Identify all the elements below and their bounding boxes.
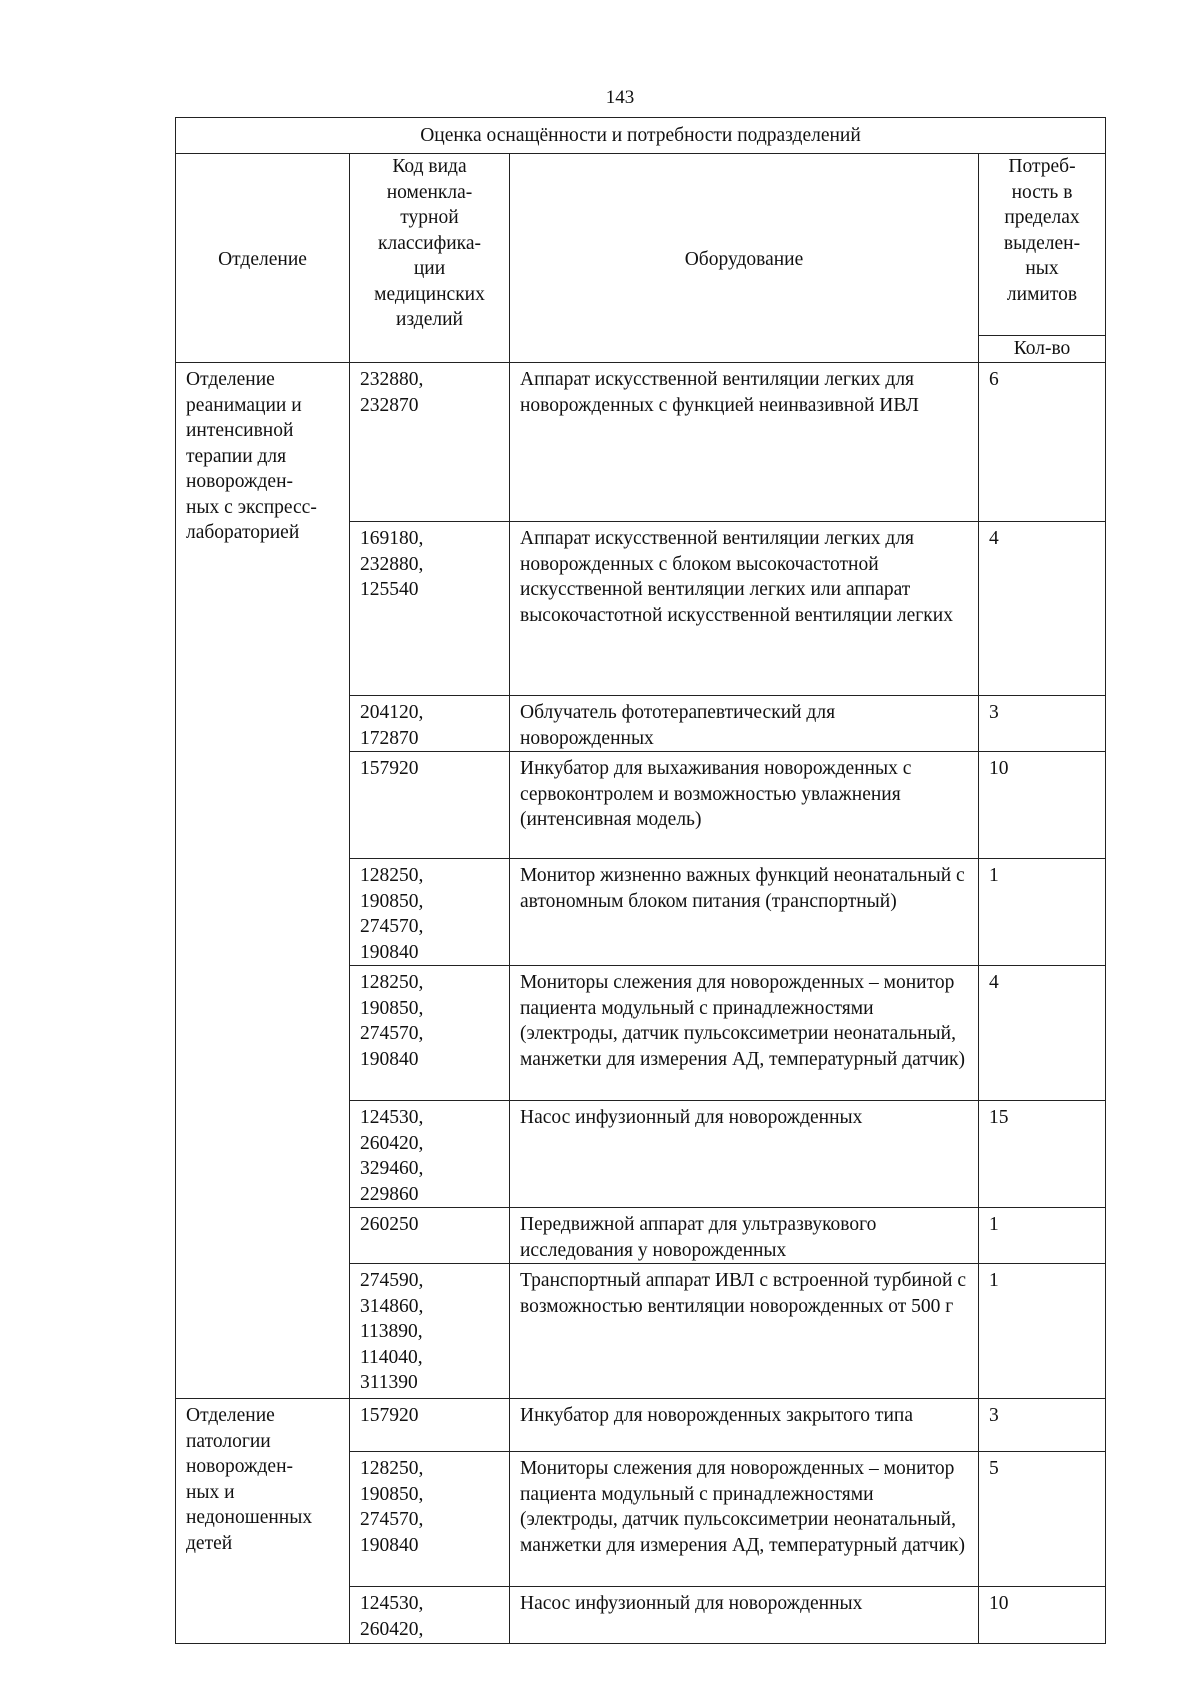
- table-row: [176, 363, 1106, 522]
- equipment-cell: Мониторы слежения для новорожденных – монитор пациента модульный с принадлежностями (электроды, датчик пульсоксиметрии неонатальный, манжетки для измерения АД, температурный датчик): [510, 966, 979, 1101]
- quantity-cell: 3: [979, 1399, 1106, 1452]
- equipment-cell: Монитор жизненно важных функций неонатальный с автономным блоком питания (транспортный): [510, 859, 979, 966]
- header-code: [350, 154, 510, 363]
- quantity-cell: 4: [979, 522, 1106, 696]
- equipment-cell: Насос инфузионный для новорожденных: [510, 1101, 979, 1208]
- department-cell: Отделение реанимации и интенсивной терапии для новорожден- ных с экспресс- лабораторией: [176, 363, 350, 1399]
- code-cell: 169180, 232880, 125540: [350, 522, 510, 696]
- equipment-cell: Транспортный аппарат ИВЛ с встроенной турбиной с возможностью вентиляции новорожденных от 500 г: [510, 1264, 979, 1399]
- header-code-text: Код вида номенкла- турной классифика- ции медицинских изделий: [374, 156, 485, 330]
- code-cell: 260250: [350, 1208, 510, 1264]
- table-caption-row: [176, 118, 1106, 154]
- header-equipment: Оборудование: [510, 154, 979, 363]
- header-row: [176, 154, 1106, 336]
- quantity-cell: 3: [979, 696, 1106, 752]
- code-cell: 157920: [350, 1399, 510, 1452]
- page-number: 143: [605, 87, 635, 108]
- quantity-cell: 1: [979, 1208, 1106, 1264]
- code-cell: 124530, 260420,: [350, 1587, 510, 1644]
- code-cell: 128250, 190850, 274570, 190840: [350, 859, 510, 966]
- table-caption: Оценка оснащённости и потребности подразделений: [176, 118, 1106, 154]
- quantity-cell: 10: [979, 1587, 1106, 1644]
- quantity-cell: 1: [979, 859, 1106, 966]
- equipment-cell: Инкубатор для выхаживания новорожденных с сервоконтролем и возможностью увлажнения (интенсивная модель): [510, 752, 979, 859]
- header-department: Отделение: [176, 154, 350, 363]
- equipment-table: [175, 117, 1106, 1644]
- quantity-cell: 6: [979, 363, 1106, 522]
- code-cell: 124530, 260420, 329460, 229860: [350, 1101, 510, 1208]
- equipment-cell: Облучатель фототерапевтический для новорожденных: [510, 696, 979, 752]
- quantity-cell: 1: [979, 1264, 1106, 1399]
- code-cell: 232880, 232870: [350, 363, 510, 522]
- code-cell: 274590, 314860, 113890, 114040, 311390: [350, 1264, 510, 1399]
- header-need: [979, 154, 1106, 336]
- code-cell: 128250, 190850, 274570, 190840: [350, 966, 510, 1101]
- equipment-cell: Аппарат искусственной вентиляции легких для новорожденных с функцией неинвазивной ИВЛ: [510, 363, 979, 522]
- equipment-cell: Передвижной аппарат для ультразвукового исследования у новорожденных: [510, 1208, 979, 1264]
- equipment-cell: Насос инфузионный для новорожденных: [510, 1587, 979, 1644]
- code-cell: 157920: [350, 752, 510, 859]
- equipment-cell: Аппарат искусственной вентиляции легких для новорожденных с блоком высокочастотной искусственной вентиляции легких или аппарат высокочастотной искусственной вентиляции легких: [510, 522, 979, 696]
- department-cell: Отделение патологии новорожден- ных и недоношенных детей: [176, 1399, 350, 1644]
- code-cell: 204120, 172870: [350, 696, 510, 752]
- equipment-cell: Мониторы слежения для новорожденных – монитор пациента модульный с принадлежностями (электроды, датчик пульсоксиметрии неонатальный, манжетки для измерения АД, температурный датчик): [510, 1452, 979, 1587]
- quantity-cell: 15: [979, 1101, 1106, 1208]
- quantity-cell: 4: [979, 966, 1106, 1101]
- header-need-text: Потреб- ность в пределах выделен- ных лимитов: [1003, 156, 1081, 305]
- header-quantity: Кол-во: [979, 336, 1106, 363]
- table-row: [176, 1399, 1106, 1452]
- quantity-cell: 10: [979, 752, 1106, 859]
- equipment-cell: Инкубатор для новорожденных закрытого типа: [510, 1399, 979, 1452]
- quantity-cell: 5: [979, 1452, 1106, 1587]
- code-cell: 128250, 190850, 274570, 190840: [350, 1452, 510, 1587]
